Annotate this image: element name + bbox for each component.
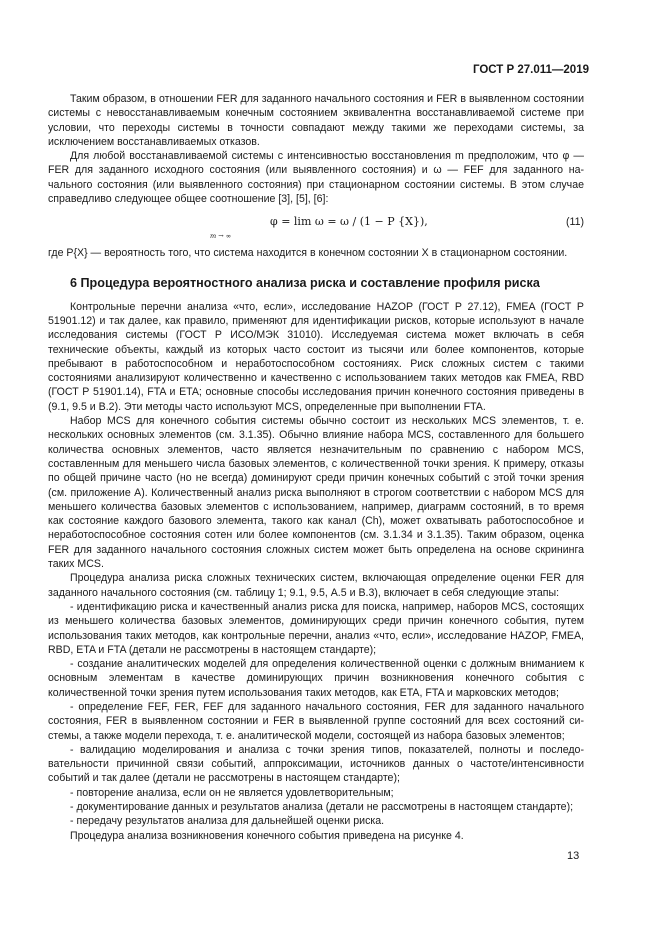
list-item: - валидацию моделирования и анализа с точки зрения типов, показателей, полноты и последовательности причинной связи событий, аппроксимации, источников данных о частоте/интенсивности событий и так далее (детали не рассмотрены в настоящем стандарте); xyxy=(48,743,584,785)
list-item: - определение FEF, FER, FEF для заданного начального состояния, FER для заданного начального состояния, FER в выявленном состоянии и FER в выявленной группе состояний для всех состояний системы, а также модели перехода, т. е. аналитической модели, состоящей из набора базовых элементов; xyxy=(48,700,584,742)
formula-block xyxy=(48,212,584,244)
paragraph: Для любой восстанавливаемой системы с интенсивностью восстановления m предположим, что φ — FER для заданного исходного состояния (или выявленного состояния) и ω — FEF для заданного начального состояния (или выявленного состояния) при стационарном состоянии системы. В этом случае справедливо следующее общее соотношение [3], [5], [6]: xyxy=(48,150,584,206)
formula-expression: φ = lim ω = ω / (1 − P {X}), xyxy=(270,215,428,229)
formula-limit-subscript: m → ∞ xyxy=(210,232,232,241)
list-item: - создание аналитических моделей для определения количественной оценки с должным вниманием к основным элементам в качестве доминирующих причин возникновения конечного события с количественной точки зрения путем использования таких методов, как ETA, FTA и марковских методов; xyxy=(48,658,584,699)
equation-number: (11) xyxy=(565,216,584,229)
list-item: - повторение анализа, если он не является удовлетворительным; xyxy=(70,786,394,799)
closing-paragraph: Процедура анализа возникновения конечного события приведена на рисунке 4. xyxy=(70,829,464,842)
list-item: - идентификацию риска и качественный анализ риска для поиска, например, наборов MCS, состоящих из меньшего количества базовых элементов, доминирующих среди причин конечного события, путем использования таких методов, как контрольные перечни, анализ «что, если», исследование HAZOP, FMEA, RBD, ETA и FTA (детали не рассмотрены в настоящем стандарте); xyxy=(48,600,584,656)
page-number: 13 xyxy=(567,850,580,862)
paragraph: Контрольные перечни анализа «что, если», исследование HAZOP (ГОСТ Р 27.12), FMEA (ГОСТ Р 51901.12) и так далее, как правило, применяют для идентификации рисков, которые используют в начале исследования системы (ГОСТ Р ИСО/МЭК 31010). Исследуемая система может включать в себя технические объекты, каждый из которых часто состоит из тысячи или более компонентов, которые пребывают в работоспособном и неработоспособном состояниях. Риск сложных систем с такими состояниями анализируют количественно и качественно с использованием таких методов как FMEA, RBD (ГОСТ Р 51901.14), FTA и ETA; основные способы исследования причин конечного состояния приведены в (9.1, 9.5 и В.2). Эти методы часто используют MCS, определенные при выполнении FTA. xyxy=(48,300,584,413)
paragraph: Таким образом, в отношении FER для заданного начального состояния и FER в выявленном состоянии системы с невосстанавливаемым конечным состоянием эквивалентна восстанавливаемой системе при условии, что переходы системы в точности совпадают между такими же переходами системы, за исключением восстанавливаемых отказов. xyxy=(48,93,584,148)
page-content xyxy=(48,92,584,843)
list-item: - передачу результатов анализа для дальнейшей оценки риска. xyxy=(70,815,385,828)
section-heading: 6 Процедура вероятностного анализа риска и составление профиля риска xyxy=(70,275,540,290)
paragraph: Набор MCS для конечного события системы обычно состоит из нескольких MCS элементов, т. е. нескольких основных элементов (см. 3.1.35). Обычно влияние набора MCS, составленного для большего количества основных элементов, часто является незначительным по сравнению с набором MCS, составленным для меньшего числа базовых элементов, с количественной точки зрения. К примеру, отказы по общей причине часто (но не всегда) доминируют среди причин конечных событий с этой точки зрения (см. приложение А). Количественный анализ риска выполняют в строгом соответствии с набором MCS для меньшего количества базовых элементов с использованием, например, диаграмм состояний, в то время как состояние каждого базового элемента, такого как канал (Ch), может охватывать работоспособное и неработоспособное состояния сотен или более компонентов (см. 3.1.34 и 3.1.35). Таким образом, оценка FER для заданного начального состояния сложных систем может быть определена на основе скрининга таких MCS. xyxy=(48,415,584,571)
standard-code-header: ГОСТ Р 27.011—2019 xyxy=(472,64,589,76)
formula-explanation: где P{X} — вероятность того, что система находится в конечном состоянии X в стационарном состоянии. xyxy=(48,247,568,260)
paragraph: Процедура анализа риска сложных технических систем, включающая определение оценки FER для заданного начального состояния (см. таблицу 1; 9.1, 9.5, А.5 и В.3), включает в себя следующие этапы: xyxy=(48,572,584,599)
list-item: - документирование данных и результатов анализа (детали не рассмотрены в настоящем стандарте); xyxy=(70,801,574,814)
